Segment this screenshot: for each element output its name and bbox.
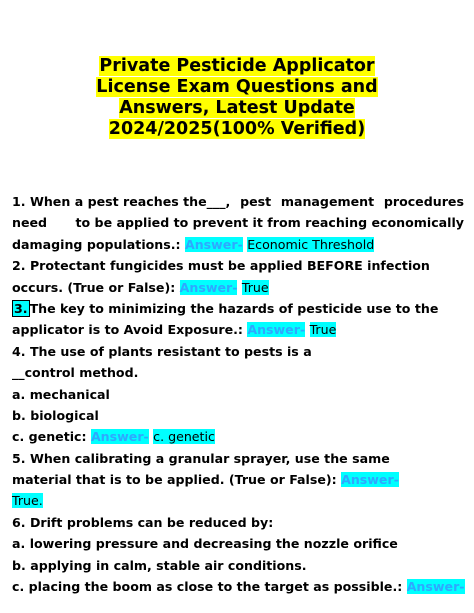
option-text: mechanical: [29, 386, 110, 402]
question-text: management: [280, 194, 375, 209]
question-number: 2.: [12, 258, 26, 274]
question-text: __control method.: [12, 365, 139, 381]
option-text: placing the boom as close to the target as possible.:: [28, 579, 403, 595]
question-4-line-1: [12, 341, 464, 362]
question-number: 1.: [12, 194, 26, 209]
option-letter: c.: [12, 429, 25, 445]
question-text: applicator is to Avoid Exposure.:: [12, 322, 243, 338]
question-text: When a pest reaches the___,: [29, 194, 231, 209]
question-text: pest: [240, 194, 272, 209]
answer-text: True.: [12, 493, 43, 509]
option-line: [12, 426, 464, 447]
question-5-line-2: [12, 469, 464, 490]
option-letter: b.: [12, 557, 26, 573]
question-text: to be applied to prevent it from reaching economically: [75, 215, 464, 231]
option-line: [12, 384, 464, 405]
option-letter: a.: [12, 386, 26, 402]
question-text: Protectant fungicides must be applied BEFORE infection: [29, 258, 430, 274]
question-list: [12, 191, 464, 597]
answer-label: Answer-: [406, 579, 465, 595]
question-1-line-3: [12, 234, 464, 255]
title-line: Answers, Latest Update: [119, 98, 355, 118]
question-text: damaging populations.:: [12, 236, 181, 252]
option-text: biological: [30, 407, 99, 423]
question-number: 4.: [12, 343, 26, 359]
question-text: need: [12, 215, 48, 231]
title-line: 2024/2025(100% Verified): [108, 119, 366, 139]
question-5-line-1: [12, 448, 464, 469]
question-5-line-3: [12, 490, 464, 511]
answer-label: Answer-: [179, 279, 238, 295]
answer-text: True: [309, 322, 337, 338]
question-text: When calibrating a granular sprayer, use the same: [29, 450, 390, 466]
option-text: genetic:: [28, 429, 87, 445]
answer-label: Answer-: [184, 236, 243, 252]
title-line: Private Pesticide Applicator: [99, 56, 375, 76]
question-3-line-2: [12, 319, 464, 340]
question-text: procedures: [383, 194, 464, 209]
question-text: material that is to be applied. (True or False):: [12, 472, 337, 488]
question-number: 6.: [12, 514, 26, 530]
question-number: 3.: [14, 300, 28, 316]
answer-text: c. genetic: [153, 429, 215, 445]
answer-label: Answer-: [247, 322, 306, 338]
option-line: [12, 555, 464, 576]
option-letter: b.: [12, 407, 26, 423]
question-text: occurs. (True or False):: [12, 279, 176, 295]
document-title: [0, 56, 474, 140]
question-number: 5.: [12, 450, 26, 466]
question-text: The key to minimizing the hazards of pesticide use to the: [29, 300, 439, 316]
question-1-line-2: [12, 212, 464, 233]
option-letter: a.: [12, 536, 26, 552]
question-text: Drift problems can be reduced by:: [29, 514, 274, 530]
option-line: [12, 533, 464, 554]
question-3-line-1: [12, 298, 464, 319]
answer-label: Answer-: [90, 429, 149, 445]
answer-text: Economic Threshold: [247, 236, 375, 252]
answer-text: True: [241, 279, 269, 295]
question-1-start: [12, 191, 230, 212]
option-text: lowering pressure and decreasing the nozzle orifice: [29, 536, 398, 552]
option-line: [12, 576, 464, 597]
question-2-line-1: [12, 255, 464, 276]
answer-label: Answer-: [341, 472, 399, 488]
question-1-line-1: [12, 191, 464, 212]
option-line: [12, 405, 464, 426]
option-text: applying in calm, stable air conditions.: [30, 557, 307, 573]
question-6-line-1: [12, 512, 464, 533]
title-line: License Exam Questions and: [96, 77, 378, 97]
question-2-line-2: [12, 277, 464, 298]
question-4-line-2: [12, 362, 464, 383]
question-text: The use of plants resistant to pests is a: [29, 343, 312, 359]
option-letter: c.: [12, 579, 25, 595]
